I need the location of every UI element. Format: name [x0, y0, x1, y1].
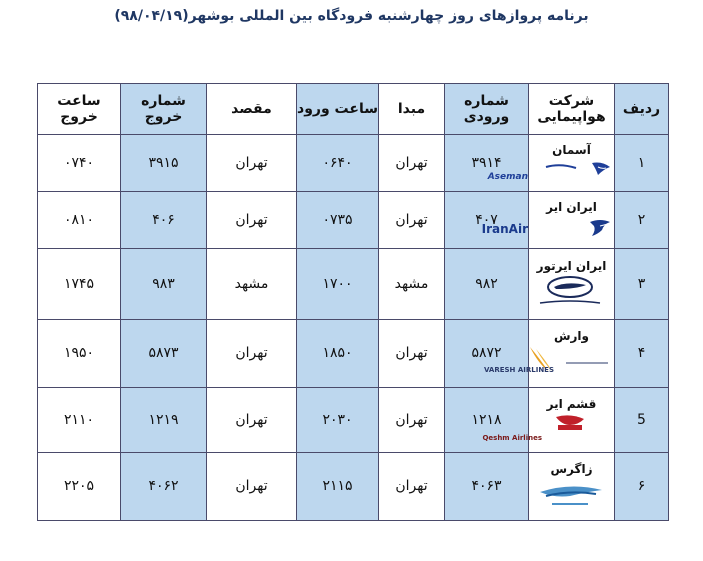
flight-schedule-table — [37, 83, 669, 521]
table-row — [38, 387, 669, 452]
row-number: ۲ — [615, 191, 669, 248]
logo-text: IranAir — [481, 221, 528, 236]
row-number: ۶ — [615, 452, 669, 520]
departure-flight: ۱۲۱۹ — [121, 387, 207, 452]
departure-flight: ۵۸۷۳ — [121, 319, 207, 387]
header-airline: شرکت هواپیمایی — [529, 84, 615, 135]
destination: تهران — [207, 191, 297, 248]
airline-name: ایران ایر — [546, 199, 597, 214]
airline-cell — [529, 248, 615, 319]
row-number: 5 — [615, 387, 669, 452]
header-departure-flight: شماره خروج — [121, 84, 207, 135]
logo-text: Qeshm Airlines — [482, 433, 542, 442]
table-row — [38, 248, 669, 319]
iranairtour-logo-icon — [526, 275, 614, 309]
row-number: ۱ — [615, 135, 669, 192]
origin: مشهد — [379, 248, 445, 319]
arrival-flight: ۹۸۲ — [445, 248, 529, 319]
departure-flight: ۴۰۶ — [121, 191, 207, 248]
arrival-time: ۰۷۳۵ — [297, 191, 379, 248]
airline-name: زاگرس — [550, 462, 593, 477]
arrival-time: ۰۶۴۰ — [297, 135, 379, 192]
page-title: برنامه پروازهای روز چهارشنبه فرودگاه بین المللی بوشهر(۹۸/۰۴/۱۹) — [114, 8, 589, 24]
aseman-logo-icon — [487, 159, 614, 183]
row-number: ۳ — [615, 248, 669, 319]
table-row — [38, 135, 669, 192]
airline-name: قشم ایر — [546, 396, 597, 411]
destination: تهران — [207, 387, 297, 452]
departure-time: ۲۱۱۰ — [38, 387, 121, 452]
destination: تهران — [207, 135, 297, 192]
arrival-flight: ۳۹۱۴ — [445, 135, 529, 192]
departure-flight: ۴۰۶۲ — [121, 452, 207, 520]
arrival-flight: ۴۰۶۳ — [445, 452, 529, 520]
arrival-time: ۲۰۳۰ — [297, 387, 379, 452]
header-origin: مبدا — [379, 84, 445, 135]
departure-time: ۲۲۰۵ — [38, 452, 121, 520]
departure-time: ۰۸۱۰ — [38, 191, 121, 248]
arrival-time: ۱۸۵۰ — [297, 319, 379, 387]
arrival-flight: ۱۲۱۸ — [445, 387, 529, 452]
origin: تهران — [379, 387, 445, 452]
departure-time: ۰۷۴۰ — [38, 135, 121, 192]
destination: تهران — [207, 319, 297, 387]
zagros-logo-icon — [526, 478, 614, 510]
table-row — [38, 452, 669, 520]
table-row — [38, 191, 669, 248]
departure-flight: ۳۹۱۵ — [121, 135, 207, 192]
airline-cell — [487, 135, 615, 192]
arrival-flight: ۴۰۷ — [445, 191, 529, 248]
airline-cell — [529, 452, 615, 520]
logo-text: VARESH AIRLINES — [483, 366, 554, 375]
header-row — [38, 84, 669, 135]
header-row-number: ردیف — [615, 84, 669, 135]
header-destination: مقصد — [207, 84, 297, 135]
airline-name: وارش — [553, 329, 590, 344]
table-row — [38, 319, 669, 387]
row-number: ۴ — [615, 319, 669, 387]
destination: مشهد — [207, 248, 297, 319]
header-arrival-time: ساعت ورود — [297, 84, 379, 135]
origin: تهران — [379, 135, 445, 192]
origin: تهران — [379, 319, 445, 387]
origin: تهران — [379, 191, 445, 248]
airline-name: آسمان — [552, 142, 591, 157]
origin: تهران — [379, 452, 445, 520]
departure-time: ۱۷۴۵ — [38, 248, 121, 319]
departure-time: ۱۹۵۰ — [38, 319, 121, 387]
departure-flight: ۹۸۳ — [121, 248, 207, 319]
logo-text: Aseman — [487, 171, 528, 182]
airline-name: ایران ایرتور — [536, 258, 607, 273]
arrival-time: ۲۱۱۵ — [297, 452, 379, 520]
header-arrival-flight: شماره ورودی — [445, 84, 529, 135]
header-departure-time: ساعت خروج — [38, 84, 121, 135]
destination: تهران — [207, 452, 297, 520]
arrival-flight: ۵۸۷۲ — [445, 319, 529, 387]
arrival-time: ۱۷۰۰ — [297, 248, 379, 319]
